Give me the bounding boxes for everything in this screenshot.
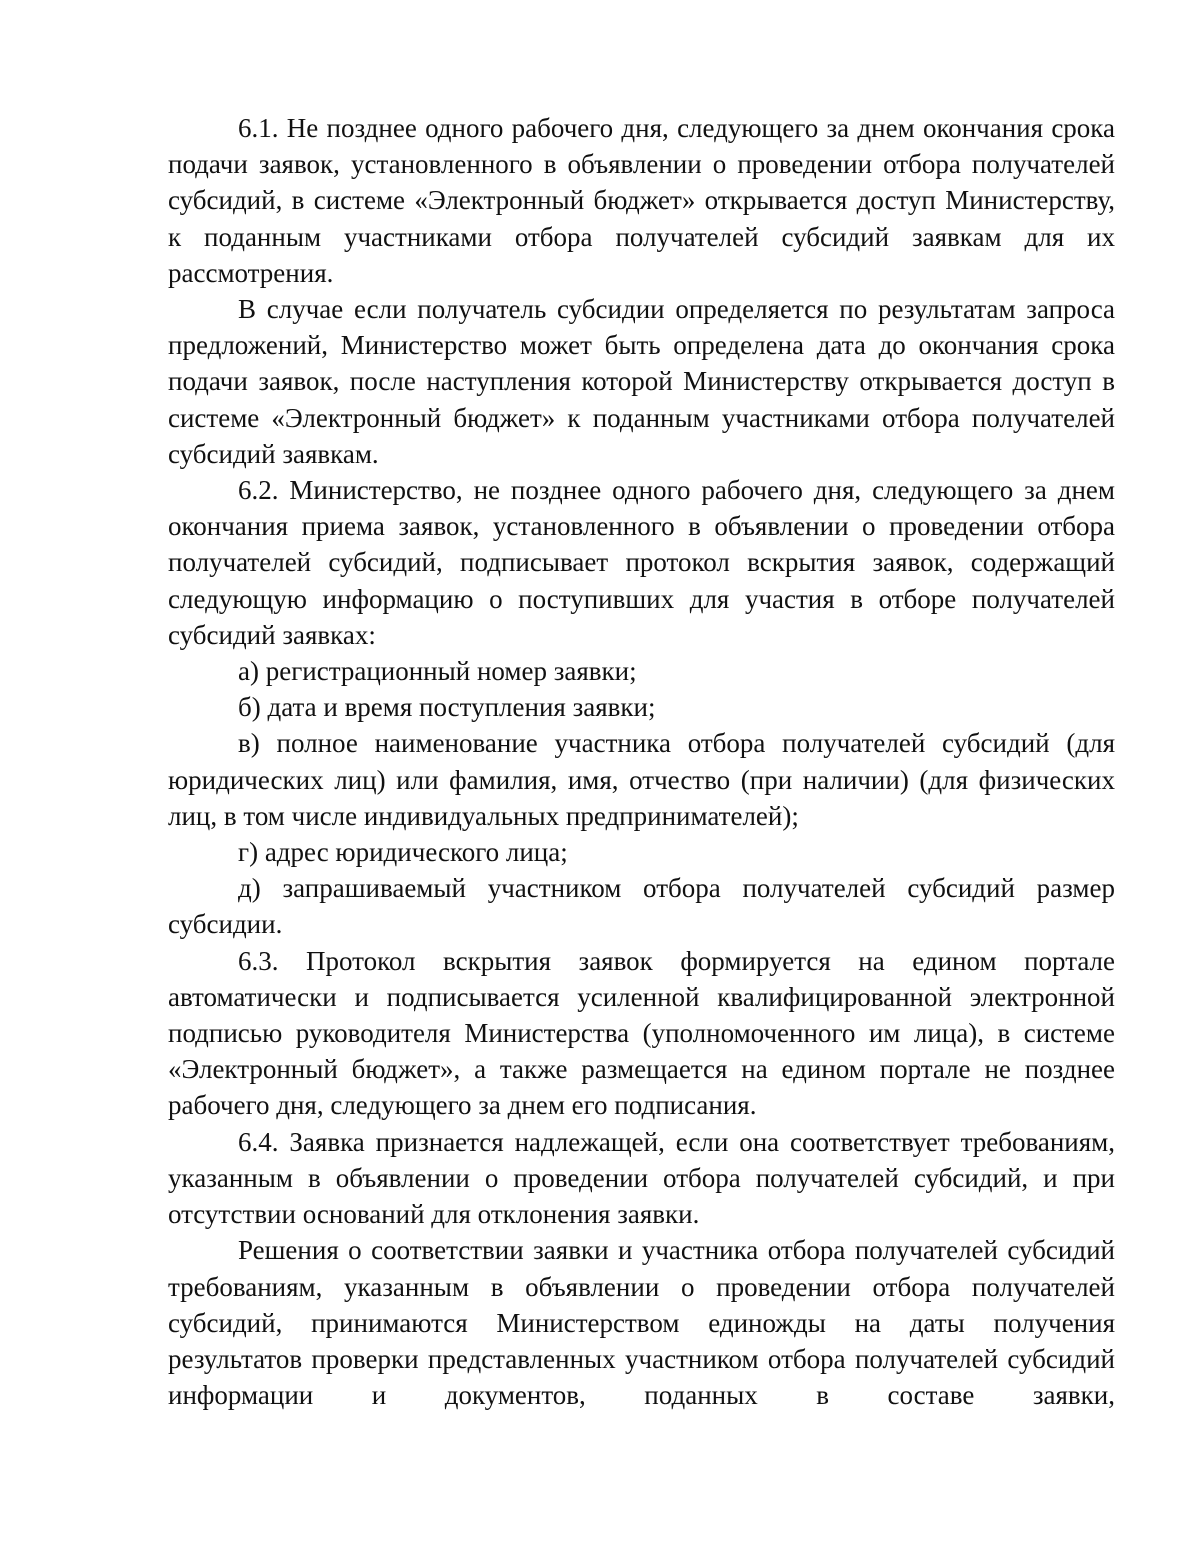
list-item-g: г) адрес юридического лица; (238, 837, 568, 868)
paragraph-6-3: 6.3. Протокол вскрытия заявок формируется на едином портале автоматически и подписывается усиленной квалифицированной электронной подписью руководителя Министерства (уполномоченного им лица), в системе «Электронный бюджет», а также размещается на едином портале не позднее рабочего дня, следующего за днем его подписания. (168, 945, 1115, 1121)
paragraph-6-4: 6.4. Заявка признается надлежащей, если она соответствует требованиям, указанным в объявлении о проведении отбора получателей субсидий, и при отсутствии оснований для отклонения заявки. (168, 1126, 1115, 1230)
list-item-a: а) регистрационный номер заявки; (238, 656, 637, 687)
paragraph-6-2: 6.2. Министерство, не позднее одного рабочего дня, следующего за днем окончания приема заявок, установленного в объявлении о проведении отбора получателей субсидий, подписывает протокол вскрытия заявок, содержащий следующую информацию о поступивших для участия в отборе получателей субсидий заявках: (168, 475, 1115, 650)
paragraph-request-proposals: В случае если получатель субсидии определяется по результатам запроса предложений, Министерство может быть определена дата до окончания срока подачи заявок, после наступления которой Министерству открывается доступ в системе «Электронный бюджет» к поданным участниками отбора получателей субсидий заявкам. (168, 294, 1115, 469)
list-item-v: в) полное наименование участника отбора получателей субсидий (для юридических лиц) или фамилия, имя, отчество (при наличии) (для физических лиц, в том числе индивидуальных предпринимателей); (168, 728, 1115, 831)
paragraph-decisions: Решения о соответствии заявки и участника отбора получателей субсидий требованиям, указанным в объявлении о проведении отбора получателей субсидий, принимаются Министерством единожды на даты получения результатов проверки представленных участником отбора получателей субсидий информации и документов, поданных в составе заявки, (168, 1235, 1115, 1411)
list-item-b: б) дата и время поступления заявки; (238, 692, 656, 723)
list-item-d: д) запрашиваемый участником отбора получателей субсидий размер субсидии. (168, 873, 1115, 940)
paragraph-6-1: 6.1. Не позднее одного рабочего дня, следующего за днем окончания срока подачи заявок, установленного в объявлении о проведении отбора получателей субсидий, в системе «Электронный бюджет» открывается доступ Министерству, к поданным участниками отбора получателей субсидий заявкам для их рассмотрения. (168, 113, 1115, 288)
document-page (168, 110, 1115, 1413)
